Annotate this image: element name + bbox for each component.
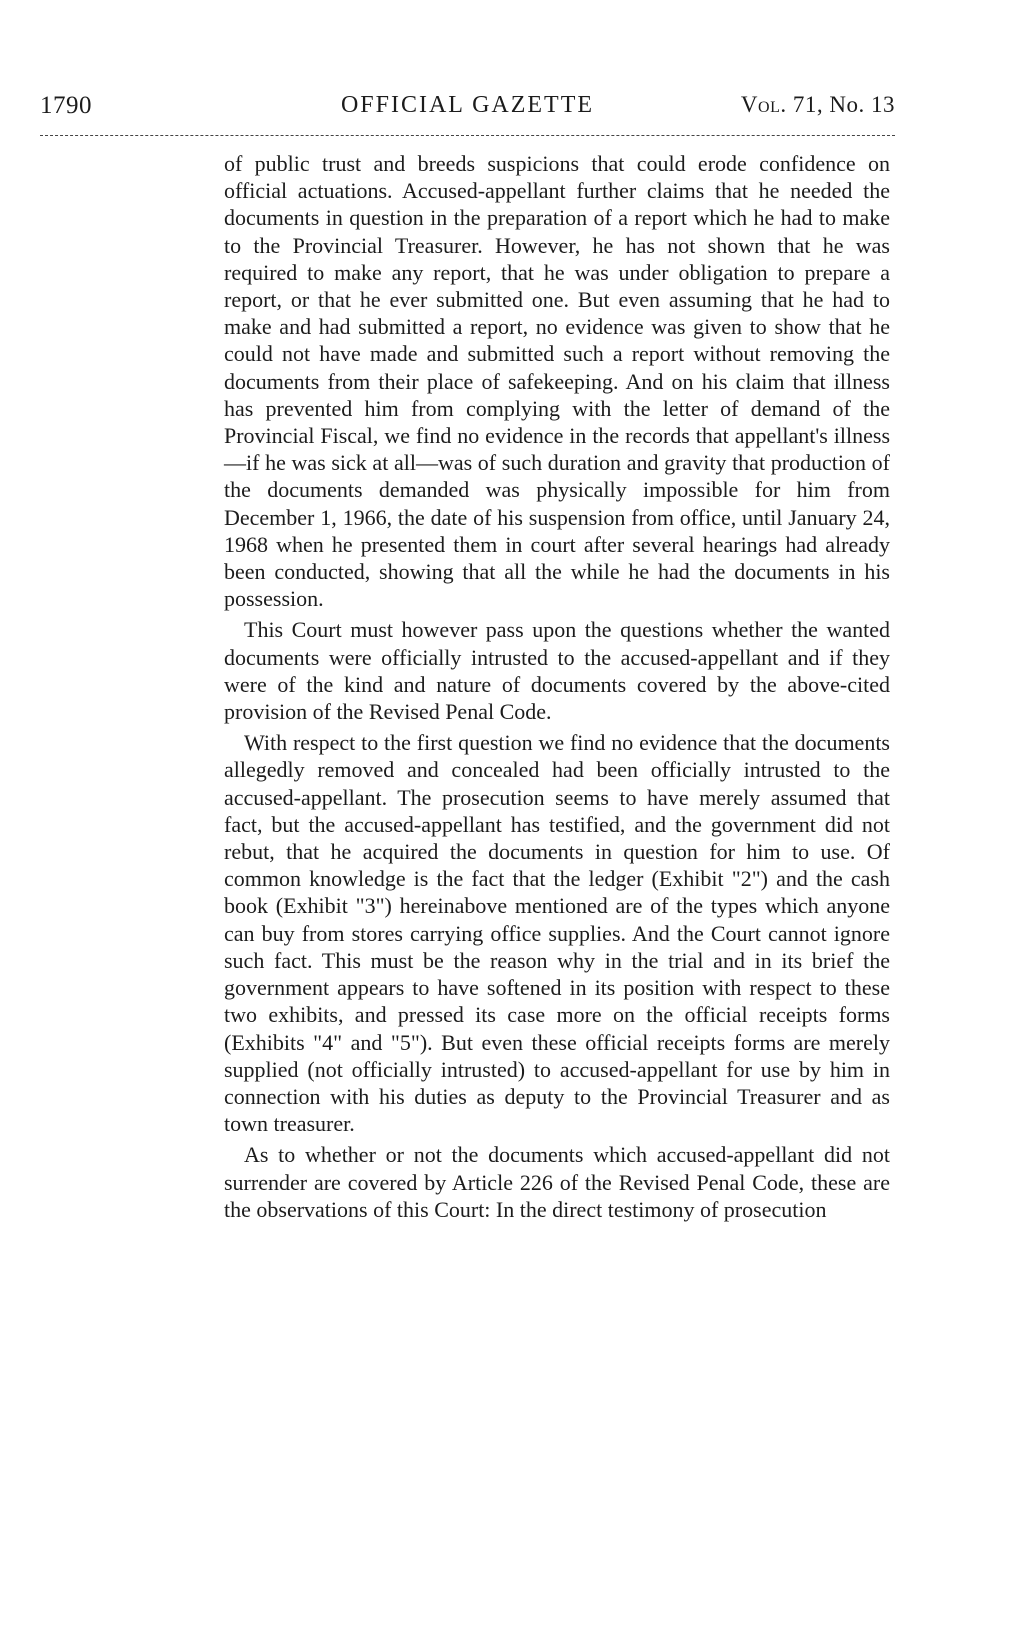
publication-title: OFFICIAL GAZETTE: [340, 92, 595, 118]
page-header: [40, 92, 895, 126]
body-paragraph: of public trust and breeds suspicions that could erode confidence on official actuations. Accused-appellant further claims that he needed the documents in question in the preparation of a report which he had to make to the Provincial Treasurer. However, he has not shown that he was required to make any report, that he was under obligation to prepare a report, or that he ever submitted one. But even assuming that he had to make and had submitted a report, no evidence was given to show that he could not have made and submitted such a report without removing the documents from their place of safekeeping. And on his claim that illness has prevented him from complying with the letter of demand of the Provincial Fiscal, we find no evidence in the records that appellant's illness—if he was sick at all—was of such duration and gravity that production of the documents demanded was physically impossible for him from December 1, 1966, the date of his suspension from office, until January 24, 1968 when he presented them in court after several hearings had already been conducted, showing that all the while he had the documents in his possession.: [224, 151, 890, 612]
body-paragraph: This Court must however pass upon the questions whether the wanted documents were officially intrusted to the accused-appellant and if they were of the kind and nature of documents covered by the above-cited provision of the Revised Penal Code.: [224, 617, 890, 725]
body-paragraph: As to whether or not the documents which accused-appellant did not surrender are covered by Article 226 of the Revised Penal Code, these are the observations of this Court: In the direct testimony of prosecution: [224, 1142, 890, 1222]
volume-info: [741, 92, 895, 118]
body-paragraph: With respect to the first question we find no evidence that the documents allegedly removed and concealed had been officially intrusted to the accused-appellant. The prosecution seems to have merely assumed that fact, but the accused-appellant has testified, and the government did not rebut, that he acquired the documents in question for him to use. Of common knowledge is the fact that the ledger (Exhibit "2") and the cash book (Exhibit "3") hereinabove mentioned are of the types which anyone can buy from stores carrying office supplies. And the Court cannot ignore such fact. This must be the reason why in the trial and in its brief the government appears to have softened in its position with respect to these two exhibits, and pressed its case more on the official receipts forms (Exhibits "4" and "5"). But even these official receipts forms are merely supplied (not officially intrusted) to accused-appellant for use by him in connection with his duties as deputy to the Provincial Treasurer and as town treasurer.: [224, 730, 890, 1137]
page-number: 1790: [40, 92, 92, 119]
page-body: [224, 150, 890, 1227]
header-divider: [40, 135, 895, 136]
volume-number: 71, No. 13: [792, 92, 895, 117]
volume-label: Vol.: [740, 92, 787, 117]
